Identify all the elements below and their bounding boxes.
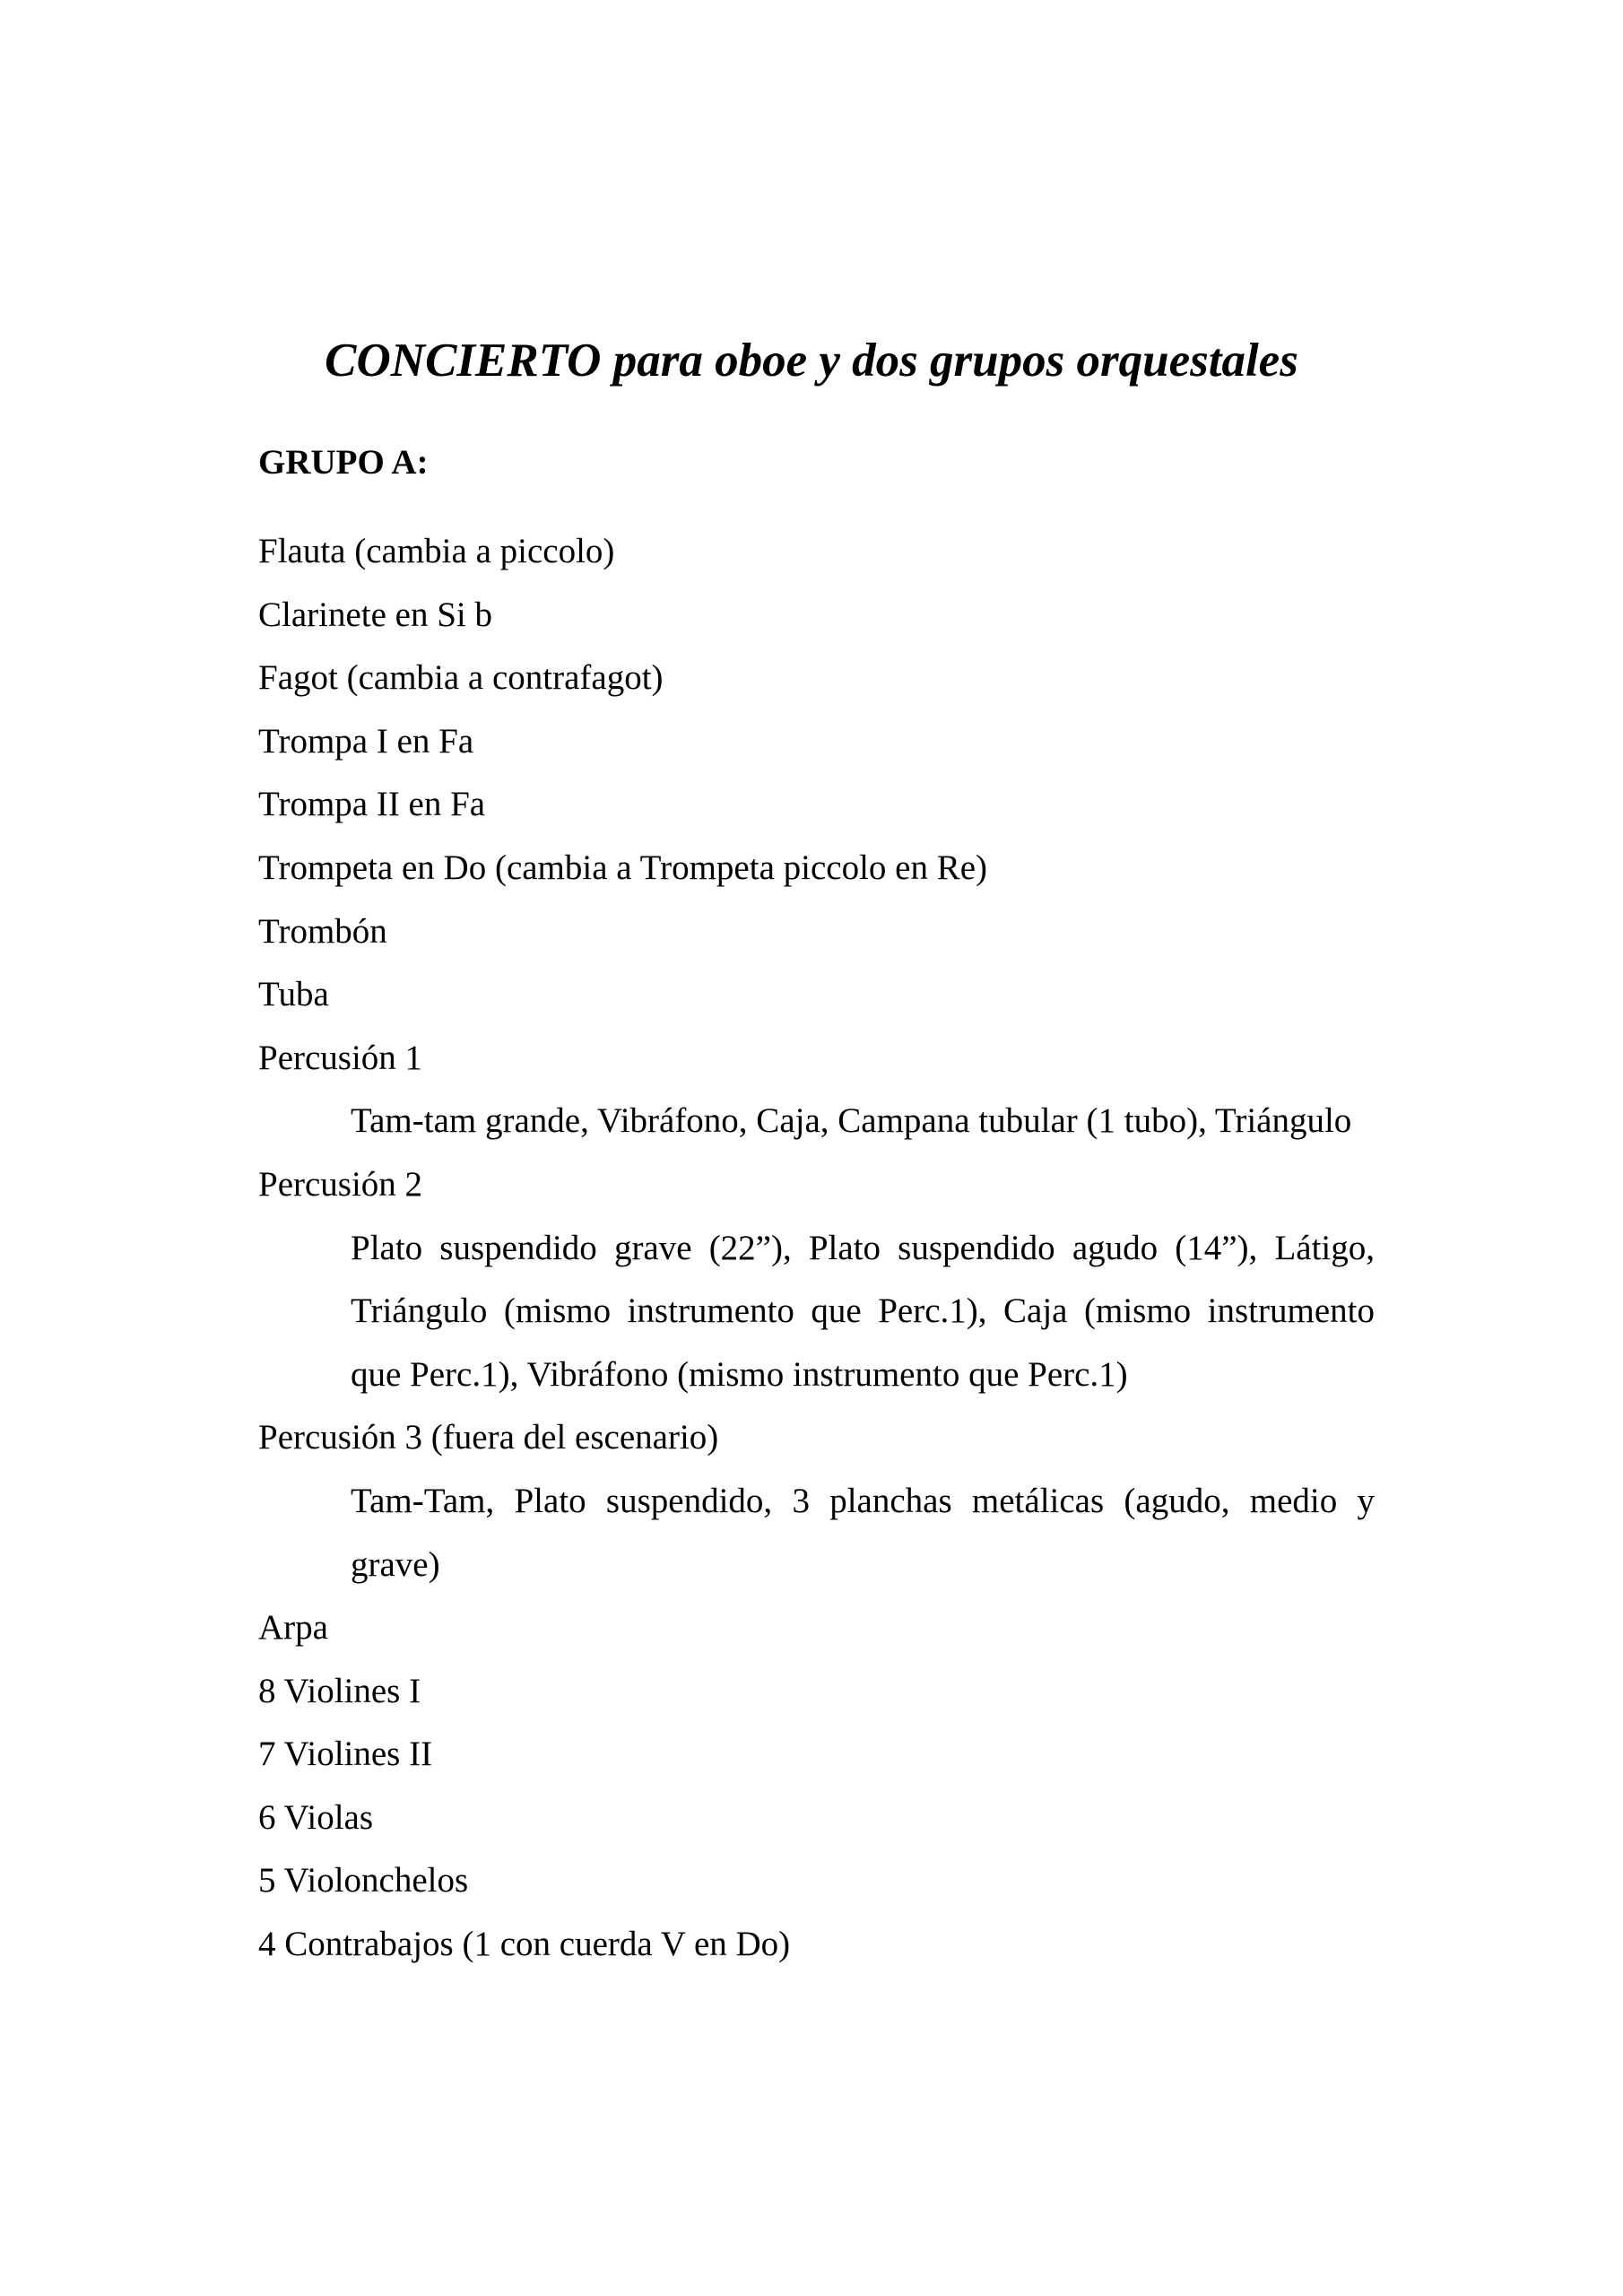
percusion-2-detail: Plato suspendido grave (22”), Plato suspendido agudo (14”), Látigo, Triángulo (mismo instrumento que Perc.1), Caja (mismo instrumento que Perc.1), Vibráfono (mismo instrumento que Perc.1) [351, 1228, 1375, 1394]
instrument-clarinete: Clarinete en Si b [258, 595, 493, 634]
instrument-violonchelos: 5 Violonchelos [258, 1861, 469, 1900]
group-a-heading: GRUPO A: [258, 443, 429, 482]
instrument-trombon: Trombón [258, 911, 387, 951]
instrument-percusion-1: Percusión 1 [258, 1038, 423, 1077]
instrument-percusion-3: Percusión 3 (fuera del escenario) [258, 1418, 719, 1457]
instrument-tuba: Tuba [258, 975, 329, 1014]
instrument-trompeta: Trompeta en Do (cambia a Trompeta piccolo en Re) [258, 848, 988, 887]
percusion-1-detail: Tam-tam grande, Vibráfono, Caja, Campana tubular (1 tubo), Triángulo [351, 1101, 1352, 1141]
instrument-violines-2: 7 Violines II [258, 1735, 433, 1774]
page-title: CONCIERTO para oboe y dos grupos orquestales [325, 334, 1298, 387]
instrument-arpa: Arpa [258, 1608, 328, 1648]
instrument-violines-1: 8 Violines I [258, 1671, 421, 1710]
percusion-3-detail: Tam-Tam, Plato suspendido, 3 planchas metálicas (agudo, medio y grave) [351, 1481, 1375, 1584]
instrument-trompa-2: Trompa II en Fa [258, 785, 486, 824]
instrument-percusion-2: Percusión 2 [258, 1164, 423, 1204]
instrument-flauta: Flauta (cambia a piccolo) [258, 532, 615, 570]
instrument-list [258, 520, 1375, 1977]
instrument-fagot: Fagot (cambia a contrafagot) [258, 658, 664, 698]
instrument-trompa-1: Trompa I en Fa [258, 721, 474, 761]
instrument-violas: 6 Violas [258, 1797, 374, 1837]
instrument-contrabajos: 4 Contrabajos (1 con cuerda V en Do) [258, 1925, 791, 1964]
